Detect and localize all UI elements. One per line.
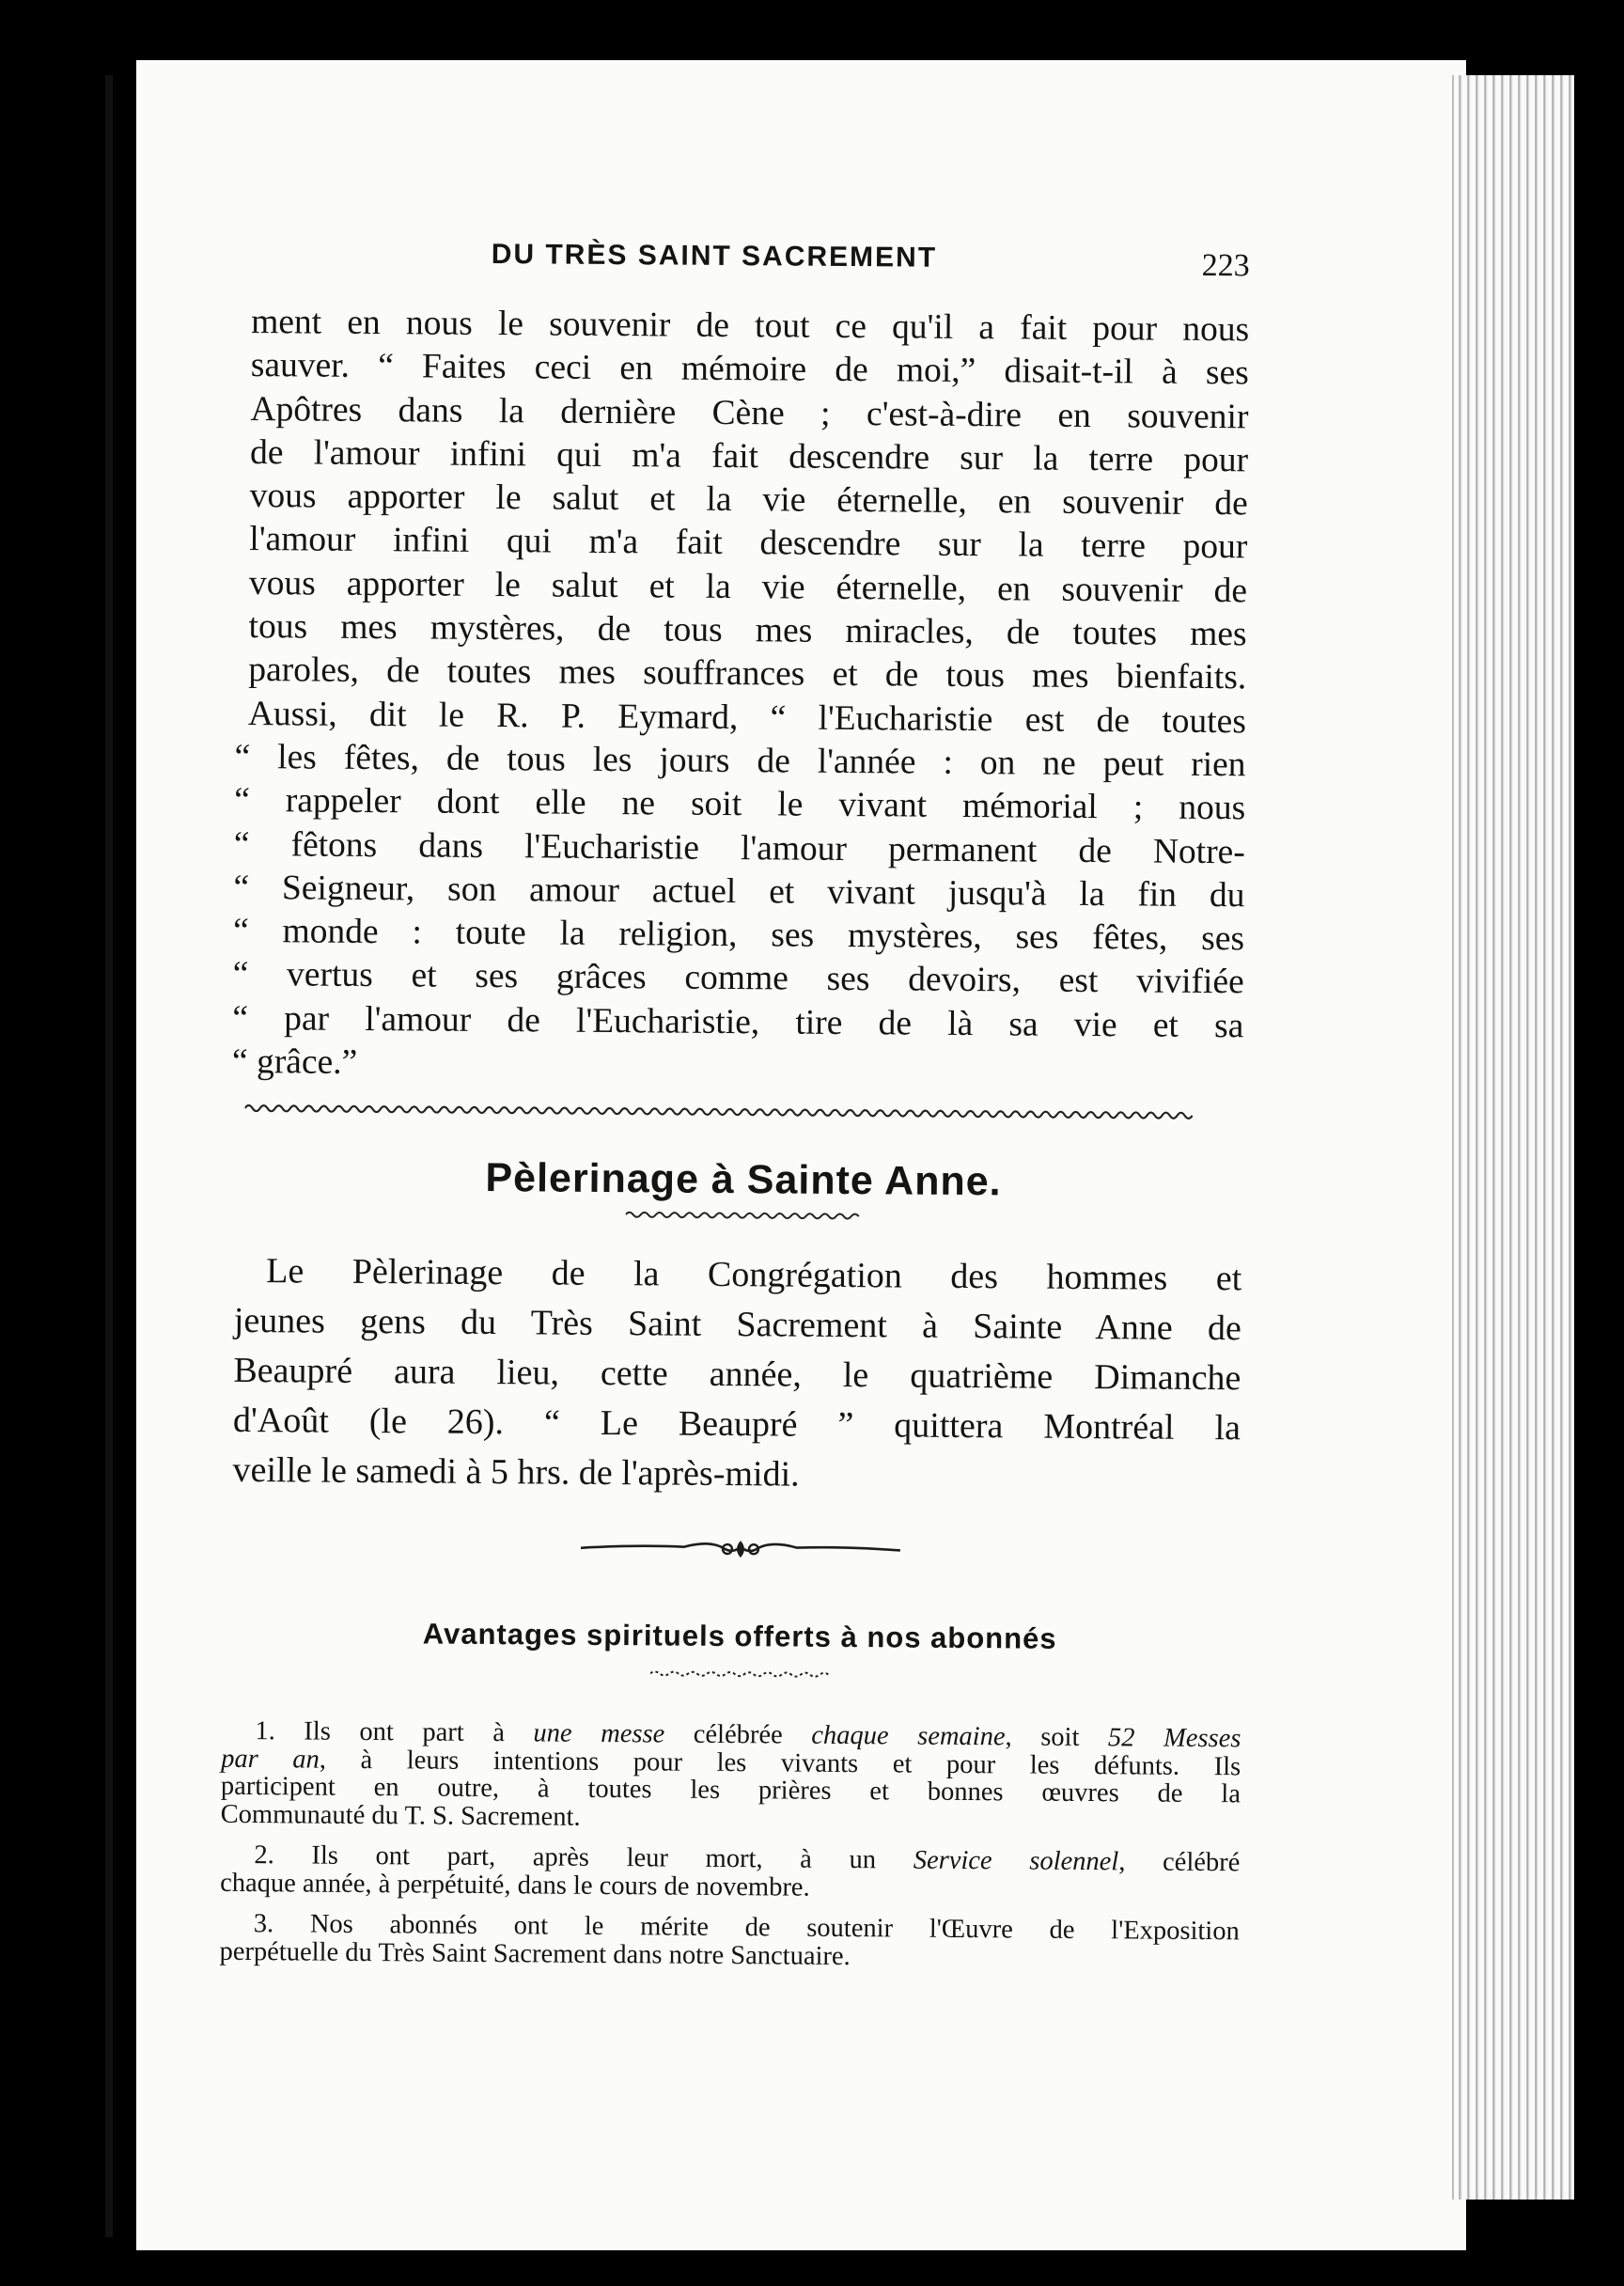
text-line: jeunes gens du Très Saint Sacrement à Sainte Anne de — [233, 1301, 1241, 1349]
text-line: paroles, de toutes mes souffrances et de tous mes bienfaits. — [248, 650, 1247, 697]
dotted-divider — [650, 1668, 829, 1681]
text-segment: 2. Ils ont part, après leur mort, à un — [254, 1840, 914, 1875]
text-line: “ par l'amour de l'Eucharistie, tire de là sa vie et sa — [232, 998, 1244, 1046]
text-line: “ Seigneur, son amour actuel et vivant jusqu'à la fin du — [233, 868, 1245, 916]
text-line: “ grâce.” — [231, 1041, 358, 1082]
italic-segment: une messe — [533, 1718, 665, 1749]
wavy-divider — [245, 1101, 1243, 1123]
italic-segment: par an — [221, 1744, 320, 1775]
text-line: 3. Nos abonnés ont le mérite de soutenir l'Œuvre de l'Exposition — [253, 1909, 1240, 1947]
text-line: tous mes mystères, de tous mes miracles, de toutes mes — [248, 607, 1247, 654]
benefits-list — [219, 1717, 1241, 1974]
main-paragraph — [231, 301, 1250, 1092]
text-line: perpétuelle du Très Saint Sacrement dans notre Sanctuaire. — [219, 1936, 851, 1971]
text-line: “ monde : toute la religion, ses mystères, ses fêtes, ses — [232, 912, 1245, 959]
text-line: vous apporter le salut et la vie éternelle, en souvenir de — [249, 477, 1248, 524]
running-title: DU TRÈS SAINT SACREMENT — [491, 239, 938, 274]
page-content — [219, 226, 1250, 1987]
text-line: participent en outre, à toutes les prières et bonnes œuvres de la — [220, 1772, 1241, 1809]
benefit-item-1 — [221, 1717, 1241, 1837]
text-line: “ fêtons dans l'Eucharistie l'amour permanent de Notre- — [233, 824, 1245, 871]
text-line: chaque année, à perpétuité, dans le cours de novembre. — [220, 1868, 810, 1902]
text-line: Beaupré aura lieu, cette année, le quatrième Dimanche — [233, 1351, 1241, 1399]
text-line: vous apporter le salut et la vie éternelle, en souvenir de — [248, 563, 1248, 611]
text-line: “ les fêtes, de tous les jours de l'année : on ne peut rien — [234, 737, 1246, 785]
text-line: ment en nous le souvenir de tout ce qu'il a fait pour nous — [251, 302, 1250, 350]
italic-segment: 52 Messes — [1107, 1723, 1241, 1754]
italic-segment: Service solennel — [913, 1845, 1119, 1877]
benefit-item-3 — [219, 1910, 1239, 1974]
benefit-item-2 — [220, 1841, 1240, 1905]
pilgrimage-title: Pèlerinage à Sainte Anne. — [485, 1155, 1002, 1205]
text-segment: , soit — [1005, 1722, 1109, 1753]
text-line: Communauté du T. S. Sacrement. — [220, 1799, 581, 1832]
text-line: Le Pèlerinage de la Congrégation des hommes et — [266, 1251, 1242, 1299]
text-line: “ rappeler dont elle ne soit le vivant mémorial ; nous — [234, 781, 1246, 828]
page-number: 223 — [1201, 247, 1250, 284]
page-edges — [1452, 75, 1574, 2200]
text-line: veille le samedi à 5 hrs. de l'après-midi. — [232, 1450, 800, 1495]
pilgrimage-paragraph — [232, 1246, 1241, 1503]
benefits-title: Avantages spirituels offerts à nos abonnés — [422, 1617, 1057, 1656]
ornament-divider — [581, 1536, 900, 1563]
italic-segment: chaque semaine — [811, 1721, 1006, 1752]
text-line: “ vertus et ses grâces comme ses devoirs, est vivifiée — [232, 955, 1244, 1002]
text-segment: 1. Ils ont part à — [255, 1716, 534, 1748]
title-underline-wave — [626, 1209, 861, 1224]
running-head — [252, 226, 1250, 290]
text-line: l'amour infini qui m'a fait descendre sur la terre pour — [249, 520, 1248, 567]
text-line: d'Août (le 26). “ Le Beaupré ” quittera Montréal la — [232, 1401, 1241, 1448]
text-line: Apôtres dans la dernière Cène ; c'est-à-dire en souvenir — [250, 389, 1249, 436]
text-line: Aussi, dit le R. P. Eymard, “ l'Eucharistie est de toutes — [247, 694, 1247, 741]
text-segment: , à leurs intentions pour les vivants et pour les défunts. Ils — [319, 1745, 1241, 1782]
text-segment: , célébré — [1118, 1847, 1241, 1878]
text-line: sauver. “ Faites ceci en mémoire de moi,” disait-t-il à ses — [250, 346, 1249, 393]
text-line: de l'amour infini qui m'a fait descendre sur la terre pour — [249, 432, 1249, 480]
text-segment: célébrée — [664, 1719, 812, 1751]
book-gutter — [105, 75, 113, 2237]
